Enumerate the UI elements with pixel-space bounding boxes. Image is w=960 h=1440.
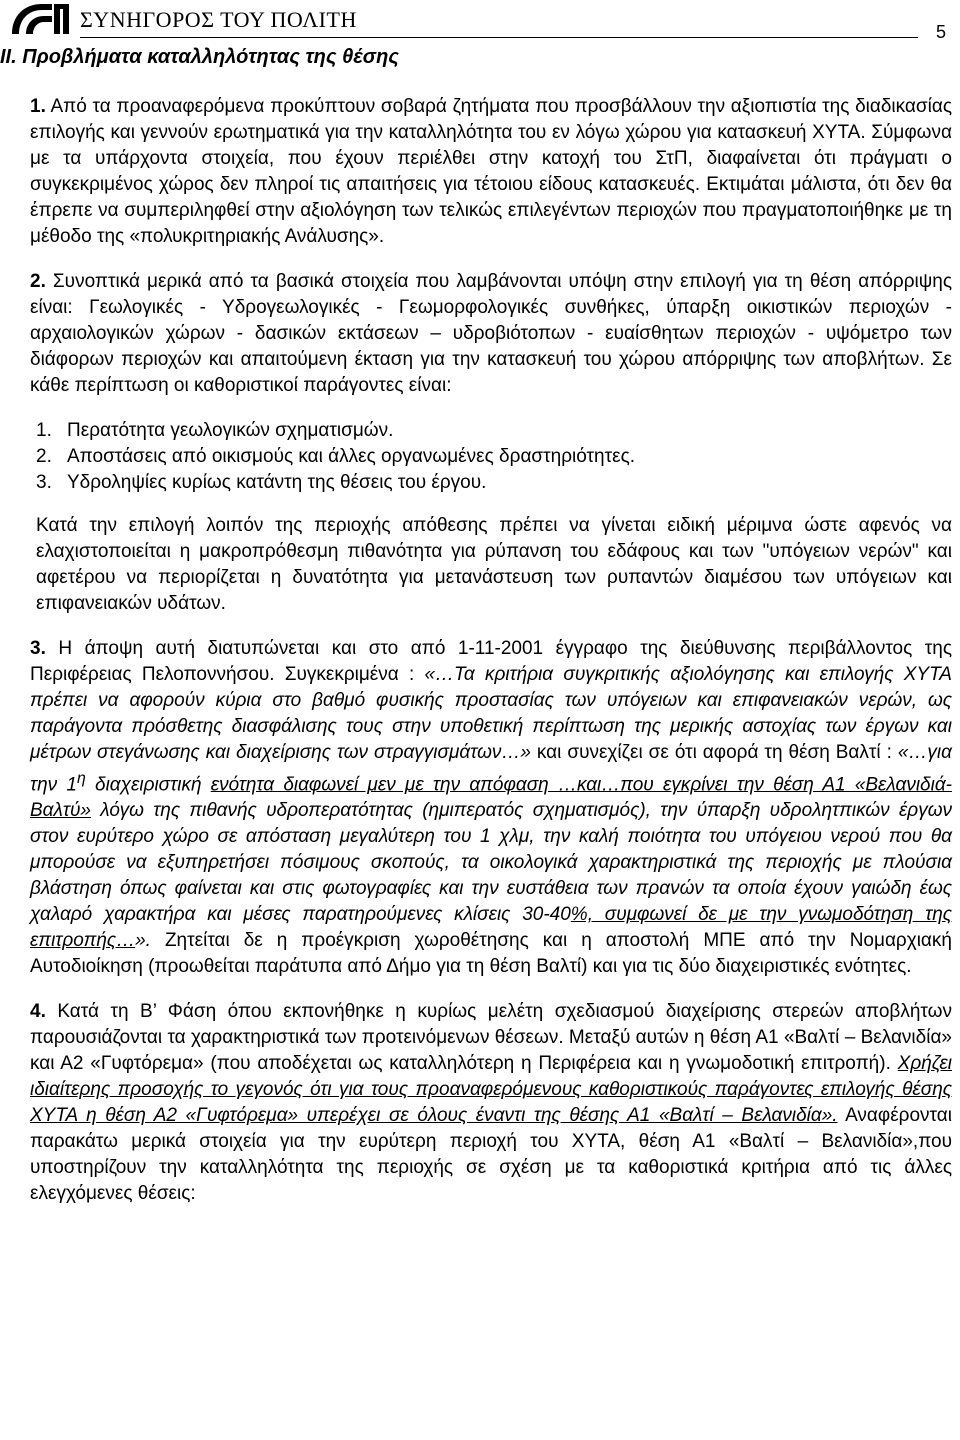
page-header [0, 0, 960, 42]
section-title: II. Προβλήματα καταλληλότητας της θέσης [0, 46, 399, 68]
paragraph-3: 3. Η άποψη αυτή διατυπώνεται και στο από 1-11-2001 έγγραφο της διεύθυνσης περιβάλλοντος της Περιφέρειας Πελοποννήσου. Συγκεκριμένα : «…Τα κριτήρια συγκριτικής αξιολόγησης και επιλογής ΧΥΤΑ πρέπει να αφορούν κύρια στο βαθμό φυσικής προστασίας των υπόγειων και επιφανειακών νερών, ως παράγοντα πρόσθετης διασφάλισης τους στην υποθετική περίπτωση της μερικής αστοχίας των έργων και μέτρων στεγάνωσης και διαχείρισης των στραγγισμάτων…» και συνεχίζει σε ότι αφορά τη θέση Βαλτί : «…για την $1^\eta$ διαχειριστική ενότητα διαφωνεί μεν με την απόφαση …και…που εγκρίνει την θέση Α1 «Βελανιδιά-Βαλτύ» λόγω της πιθανής υδροπερατότητας (ημιπερατός σχηματισμός), την ύπαρξη υδρολητπικών έργων στον ευρύτερο χώρο σε απόσταση μεγαλύτερη του 1 χλμ, την καλή ποιότητα του υπόγειου νερού που θα μπορούσε να εξυπηρετήσει πόσιμους σκοπούς, τα οικολογικά χαρακτηριστικά της περιοχής με πλούσια βλάστηση όπως φαίνεται και στις φωτογραφίες και την ευστάθεια των πρανών τα οποία έχουν γαιώδη έως χαλαρό χαρακτήρα και μέσες παρατηρούμενες κλίσεις 30-40%, συμφωνεί δε με την γνωμοδότηση της επιτροπής…». Ζητείται δε η προέγκριση χωροθέτησης και η αποστολή ΜΠΕ από την Νομαρχιακή Αυτοδιοίκηση (προωθείται παράτυπα από Δήμο για τη θέση Βαλτί) και για τις δύο διαχειριστικές ενότητες. [30, 638, 953, 978]
paragraph-number: 3. [30, 638, 46, 659]
page-number: 5 [935, 22, 946, 42]
document-body [30, 94, 952, 1207]
header-rule [80, 37, 918, 38]
paragraph-number: 1. [30, 96, 46, 117]
paragraph-2: 2. Συνοπτικά μερικά από τα βασικά στοιχεία που λαμβάνονται υπόψη στην επιλογή για τη θέση απόρριψης είναι: Γεωλογικές - Υδρογεωλογικές - Γεωμορφολογικές συνθήκες, ύπαρξη οικιστικών περιοχών - αρχαιολογικών χώρων - δασικών εκτάσεων – υδροβιότοπων - ευαίσθητων περιοχών - υψόμετρο των διάφορων περιοχών και απαιτούμενη έκταση για την κατασκευή του χώρου απόρριψης των αποβλήτων. Σε κάθε περίπτωση οι καθοριστικοί παράγοντες είναι: [30, 271, 952, 396]
list-item: 3. Υδροληψίες κυρίως κατάντη της θέσεις του έργου. [36, 472, 487, 493]
factors-list [30, 418, 952, 496]
organization-name: ΣΥΝΗΓΟΡΟΣ ΤΟΥ ΠΟΛΙΤΗ [80, 7, 357, 32]
paragraph-number: 2. [30, 271, 46, 292]
ombudsman-logo-icon [8, 0, 74, 38]
paragraph-4: 4. Κατά τη Β’ Φάση όπου εκπονήθηκε η κυρίως μελέτη σχεδιασμού διαχείρισης στερεών αποβλήτων παρουσιάζονται τα χαρακτηριστικά των προτεινόμενων θέσεων. Μεταξύ αυτών η θέση Α1 «Βαλτί – Βελανιδία» και Α2 «Γυφτόρεμα» (που αποδέχεται ως καταλληλότερη η Περιφέρεια και η γνωμοδοτική επιτροπή). Χρήζει ιδιαίτερης προσοχής το γεγονός ότι για τους προαναφερόμενους καθοριστικούς παράγοντες επιλογής θέσης ΧΥΤΑ η θέση Α2 «Γυφτόρεμα» υπερέχει σε όλους έναντι της θέσης Α1 «Βαλτί – Βελανιδία». Αναφέρονται παρακάτω μερικά στοιχεία για την ευρύτερη περιοχή του ΧΥΤΑ, θέση Α1 «Βαλτί – Βελανιδία»,που υποστηρίζουν την καταλληλότητα της περιοχής σε σχέση με τα καθοριστικά κριτήρια από τις άλλες ελεγχόμενες θέσεις: [30, 1001, 952, 1205]
paragraph-choice: Κατά την επιλογή λοιπόν της περιοχής απόθεσης πρέπει να γίνεται ειδική μέριμνα ώστε αφενός να ελαχιστοποιείται η μακροπρόθεσμη πιθανότητα για ρύπανση του εδάφους και των "υπόγειων νερών" και αφετέρου να περιορίζεται η δυνατότητα για μετανάστευση των ρυπαντών διαμέσου των υπόγειων και επιφανειακών υδάτων. [36, 515, 952, 614]
paragraph-1: 1. Από τα προαναφερόμενα προκύπτουν σοβαρά ζητήματα που προσβάλλουν την αξιοπιστία της διαδικασίας επιλογής και γεννούν ερωτηματικά για την καταλληλότητα του εν λόγω χώρου για κατασκευή ΧΥΤΑ. Σύμφωνα με τα υπάρχοντα στοιχεία, που έχουν περιέλθει στην κατοχή του ΣτΠ, διαφαίνεται ότι πράγματι ο συγκεκριμένος χώρος δεν πληροί τις απαιτήσεις για τέτοιου είδους κατασκευές. Εκτιμάται μάλιστα, ότι δεν θα έπρεπε να συμπεριληφθεί στην αξιολόγηση των τελικώς επιλεγέντων περιοχών που πραγματοποιήθηκε με τη μέθοδο της «πολυκριτηριακής Ανάλυσης». [30, 96, 952, 247]
list-item: 2. Αποστάσεις από οικισμούς και άλλες οργανωμένες δραστηριότητες. [36, 446, 636, 467]
list-item: 1. Περατότητα γεωλογικών σχηματισμών. [36, 420, 394, 441]
paragraph-number: 4. [30, 1001, 46, 1023]
